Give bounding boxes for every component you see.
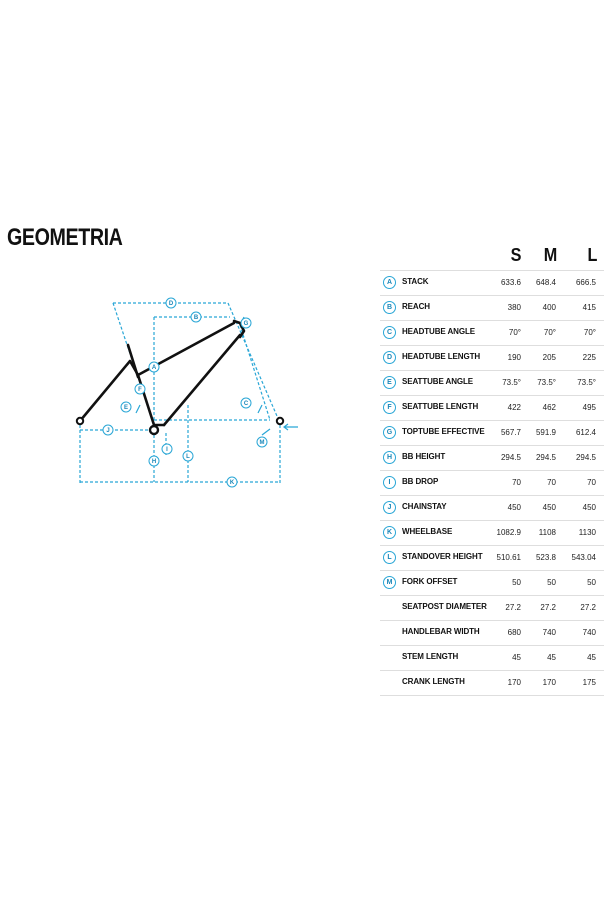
svg-text:L: L [186, 454, 190, 460]
row-value-l: 45 [587, 653, 596, 662]
marker-h [149, 456, 159, 466]
row-label: CHAINSTAY [402, 502, 447, 511]
row-value-l: 450 [582, 503, 596, 512]
table-row [380, 321, 604, 346]
row-label: WHEELBASE [402, 527, 453, 536]
row-value-m: 400 [542, 303, 556, 312]
row-value-m: 450 [542, 503, 556, 512]
row-label: SEATTUBE ANGLE [402, 377, 474, 386]
row-badge: F [383, 401, 396, 414]
row-label: FORK OFFSET [402, 577, 458, 586]
row-value-s: 422 [507, 403, 521, 412]
marker-l [183, 451, 193, 461]
table-row [380, 346, 604, 371]
row-badge: J [383, 501, 396, 514]
row-value-l: 495 [582, 403, 596, 412]
row-value-m: 591.9 [535, 428, 556, 437]
row-value-m: 1108 [538, 528, 556, 537]
row-label: STACK [402, 277, 429, 286]
row-value-m: 205 [542, 353, 556, 362]
row-badge: A [383, 276, 396, 289]
table-row [380, 371, 604, 396]
table-row [380, 496, 604, 521]
row-value-m: 523.8 [535, 553, 556, 562]
row-label: REACH [402, 302, 430, 311]
table-row [380, 571, 604, 596]
table-row [380, 596, 604, 621]
row-value-m: 50 [547, 578, 556, 587]
table-row [380, 296, 604, 321]
row-label: CRANK LENGTH [402, 677, 465, 686]
row-badge: K [383, 526, 396, 539]
marker-m [257, 437, 267, 447]
row-value-m: 70° [543, 328, 556, 337]
row-value-m: 648.4 [535, 278, 556, 287]
row-value-s: 70 [512, 478, 521, 487]
svg-text:B: B [193, 315, 199, 321]
row-value-l: 666.5 [575, 278, 596, 287]
row-value-s: 633.6 [500, 278, 521, 287]
size-header-s: S [510, 245, 522, 265]
row-value-s: 294.5 [500, 453, 521, 462]
marker-e [121, 402, 131, 412]
row-badge: M [383, 576, 396, 589]
row-value-m: 45 [547, 653, 556, 662]
row-label: HANDLEBAR WIDTH [402, 627, 480, 636]
row-value-m: 462 [542, 403, 556, 412]
table-row [380, 521, 604, 546]
row-value-s: 450 [507, 503, 521, 512]
row-value-s: 170 [507, 678, 521, 687]
marker-k [227, 477, 237, 487]
frame-geometry-diagram [70, 295, 305, 495]
row-badge: B [383, 301, 396, 314]
marker-j [103, 425, 113, 435]
row-value-l: 70 [587, 478, 596, 487]
row-label: STANDOVER HEIGHT [402, 552, 483, 561]
row-label: STEM LENGTH [402, 652, 459, 661]
marker-i [162, 444, 172, 454]
row-value-s: 567.7 [500, 428, 521, 437]
row-value-s: 510.61 [496, 553, 521, 562]
row-value-l: 225 [582, 353, 596, 362]
row-value-l: 27.2 [580, 603, 596, 612]
row-value-m: 170 [542, 678, 556, 687]
row-value-l: 294.5 [575, 453, 596, 462]
row-value-s: 680 [507, 628, 521, 637]
row-label: SEATTUBE LENGTH [402, 402, 479, 411]
row-label: TOPTUBE EFFECTIVE [402, 427, 485, 436]
row-badge: I [383, 476, 396, 489]
table-row [380, 546, 604, 571]
row-badge: C [383, 326, 396, 339]
svg-text:I: I [166, 447, 168, 453]
svg-text:C: C [243, 401, 249, 407]
row-value-s: 190 [507, 353, 521, 362]
marker-g [241, 318, 251, 328]
svg-text:A: A [151, 365, 157, 371]
svg-text:M: M [259, 440, 265, 446]
row-label: BB HEIGHT [402, 452, 446, 461]
row-value-m: 73.5° [537, 378, 556, 387]
row-badge: G [383, 426, 396, 439]
svg-text:F: F [138, 387, 142, 393]
table-row [380, 621, 604, 646]
row-value-l: 415 [582, 303, 596, 312]
row-value-s: 70° [508, 328, 521, 337]
row-value-s: 27.2 [505, 603, 521, 612]
marker-a [149, 362, 159, 372]
table-row [380, 446, 604, 471]
row-value-l: 50 [587, 578, 596, 587]
row-badge: E [383, 376, 396, 389]
table-row [380, 646, 604, 671]
row-value-l: 70° [583, 328, 596, 337]
row-label: SEATPOST DIAMETER [402, 602, 487, 611]
marker-d [166, 298, 176, 308]
row-badge: H [383, 451, 396, 464]
svg-text:K: K [229, 480, 235, 486]
svg-text:J: J [106, 428, 110, 434]
row-value-m: 27.2 [540, 603, 556, 612]
row-value-s: 1082.9 [496, 528, 521, 537]
marker-c [241, 398, 251, 408]
table-row [380, 471, 604, 496]
marker-b [191, 312, 201, 322]
row-value-m: 70 [547, 478, 556, 487]
row-badge: D [383, 351, 396, 364]
row-value-l: 175 [582, 678, 596, 687]
row-label: BB DROP [402, 477, 439, 486]
table-row [380, 396, 604, 421]
row-value-l: 543.04 [571, 553, 596, 562]
row-value-l: 740 [582, 628, 596, 637]
row-value-s: 50 [512, 578, 521, 587]
row-badge: L [383, 551, 396, 564]
marker-f [135, 384, 145, 394]
svg-text:H: H [151, 459, 157, 465]
svg-text:E: E [123, 405, 129, 411]
row-value-m: 294.5 [535, 453, 556, 462]
svg-text:D: D [168, 301, 174, 307]
row-value-s: 45 [512, 653, 521, 662]
row-label: HEADTUBE LENGTH [402, 352, 481, 361]
svg-text:G: G [243, 321, 249, 327]
table-row [380, 671, 604, 696]
row-label: HEADTUBE ANGLE [402, 327, 475, 336]
row-value-s: 380 [507, 303, 521, 312]
geometry-table [380, 270, 604, 696]
row-value-l: 73.5° [577, 378, 596, 387]
row-value-m: 740 [542, 628, 556, 637]
table-row [380, 421, 604, 446]
row-value-l: 1130 [578, 528, 596, 537]
row-value-l: 612.4 [575, 428, 596, 437]
table-row [380, 270, 604, 296]
size-header-m: M [543, 245, 558, 265]
page-title: GEOMETRIA [7, 224, 123, 251]
row-value-s: 73.5° [502, 378, 521, 387]
size-header-l: L [587, 245, 598, 265]
